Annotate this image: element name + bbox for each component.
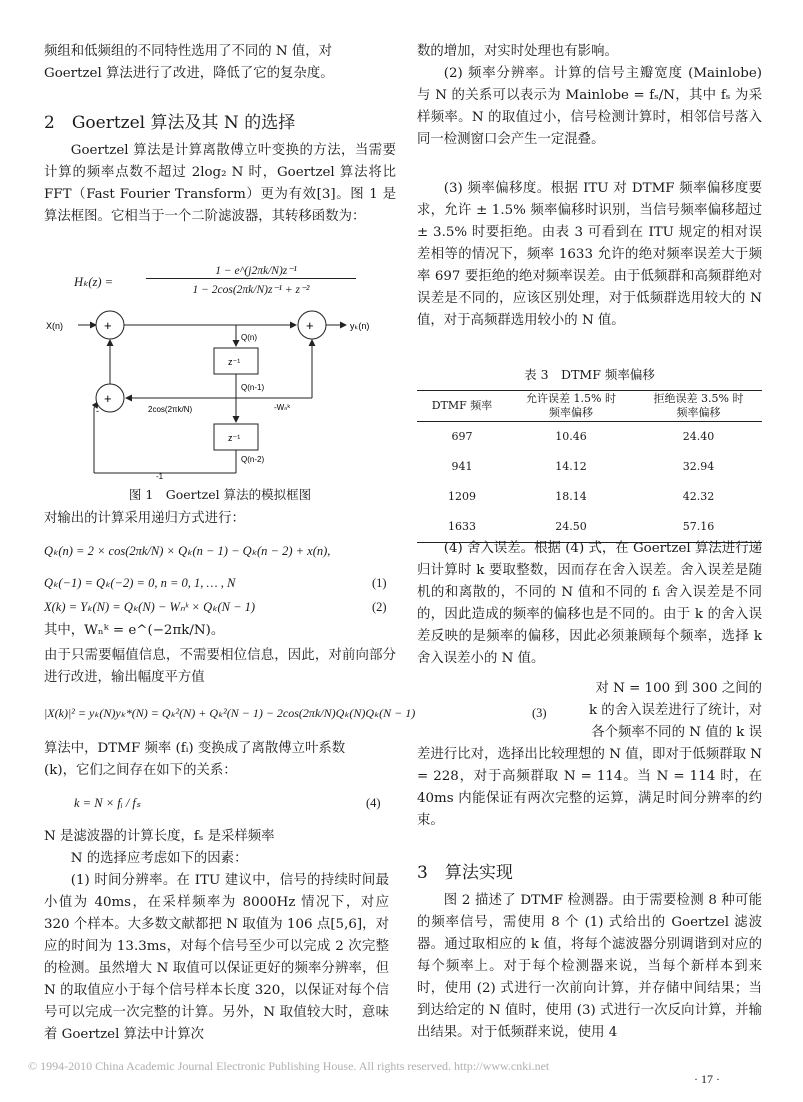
table-cell: 10.46 bbox=[555, 430, 587, 443]
coefficient-label: 2cos(2πk/N) bbox=[148, 405, 193, 414]
transfer-function bbox=[74, 262, 374, 302]
table-cell: 941 bbox=[451, 460, 473, 473]
table-header-cell: 拒绝误差 3.5% 时 频率偏移 bbox=[653, 392, 744, 419]
time-resolution-paragraph: (1) 时间分辨率。在 ITU 建议中，信号的持续时间最小值为 40ms，在采样频率为 8000Hz 情况下，对应 320 个样本。大多数文献都把 N 取值为 106 点[5,6]，对应的时间为 13.3ms，对每个信号至少可以完成 2 次完整的检测。虽然增大 N 取值可以保证更好的频率分辨率，但 N 的取值应小于每个信号样本长度 320，以保证对每个信号可以完成一次完整的计算。另外，N 取值较大时，意味着 Goertzel 算法中计算次 bbox=[44, 873, 389, 1042]
n-range-line-1: 对 N = 100 到 300 之间的 bbox=[595, 681, 762, 696]
tf-lhs: Hₖ(z) = bbox=[74, 275, 114, 289]
table-cell: 32.94 bbox=[682, 460, 715, 473]
copyright-footer: © 1994-2010 China Academic Journal Electronic Publishing House. All rights reserved. http://www.cnki.net bbox=[28, 1059, 550, 1073]
table-3-caption: 表 3 DTMF 频率偏移 bbox=[524, 367, 655, 382]
n-range-paragraph: 差进行比对，选择出比较理想的 N 值，即对于低频群取 N = 228，对于高频群取 N = 114。当 N = 114 时，在 40ms 内能保证有两次完整的运算，满足时间分辨率的约束。 bbox=[417, 747, 762, 828]
intro-line-1: 频组和低频组的不同特性选用了不同的 N 值，对 bbox=[44, 44, 333, 59]
equation-1a: Qₖ(n) = 2 × cos(2πk/N) × Qₖ(n − 1) − Qₖ(n − 2) + x(n), bbox=[44, 544, 331, 558]
table-header-row bbox=[417, 391, 762, 422]
section-2-heading: 2 Goertzel 算法及其 N 的选择 bbox=[44, 113, 296, 133]
magnitude-paragraph: 由于只需要幅值信息，不需要相位信息，因此，对前向部分进行改进，输出幅度平方值 bbox=[44, 648, 396, 685]
equation-4: k = N × fᵢ / fₛ bbox=[74, 796, 141, 810]
frequency-resolution-paragraph: (2) 频率分辨率。计算的信号主瓣宽度 (Mainlobe) 与 N 的关系可以表示为 Mainlobe = fₛ/N，其中 fₛ 为采样频率。N 的取值过小，信号检测计算时，相邻信号落入同一检测窗口会产生一定混叠。 bbox=[417, 66, 762, 147]
dtmf-offset-table bbox=[417, 390, 762, 543]
frequency-offset-paragraph: (3) 频率偏移度。根据 ITU 对 DTMF 频率偏移度要求，允许 ± 1.5% 频率偏移时识别，当信号频率偏移超过 ± 3.5% 时要拒绝。由表 3 可看到在 ITU 规定的相对误差相等的情况下，频率 1633 允许的绝对频率误差大于频率 697 要拒绝的绝对频率误差。由于低频群和高频群绝对误差是不同的，应该区别处理，对于低频群选用较大的 N 值，对于高频群选用较小的 N 值。 bbox=[417, 181, 762, 328]
table-row bbox=[417, 452, 762, 482]
intro-line-2: Goertzel 算法进行了改进，降低了它的复杂度。 bbox=[44, 66, 334, 81]
n-definition: N 是滤波器的计算长度，fₛ 是采样频率 bbox=[44, 829, 275, 844]
minus-one-label: -1 bbox=[156, 472, 164, 480]
continued-line: 数的增加，对实时处理也有影响。 bbox=[417, 44, 618, 59]
q-n-label: Q(n) bbox=[241, 333, 257, 342]
twiddle-label: -Wₙᵏ bbox=[274, 403, 291, 412]
rounding-error-paragraph: (4) 舍入误差。根据 (4) 式，在 Goertzel 算法进行递归计算时 k 要取整数，因而存在舍入误差。舍入误差是随机的和离散的，不同的 N 值和不同的 fᵢ 舍入误差是不同的，因此造成的频率的偏移也是不同的。由于 k 的舍入误差反映的是频率的偏移，因此必须兼顾每个频率，选择 k 舍入误差小的 N 值。 bbox=[417, 541, 762, 666]
q-n-1-label: Q(n-1) bbox=[241, 383, 265, 392]
goertzel-block-diagram bbox=[44, 298, 396, 480]
equation-3: |X(k)|² = yₖ(N)yₖ*(N) = Qₖ²(N) + Qₖ²(N − 1) − 2cos(2πk/N)Qₖ(N)Qₖ(N − 1) bbox=[44, 706, 416, 720]
equation-2-tag: (2) bbox=[372, 600, 387, 614]
tf-denominator: 1 − 2cos(2πk/N)z⁻¹ + z⁻² bbox=[192, 284, 310, 296]
n-range-line-3: 各个频率不同的 N 值的 k 误 bbox=[591, 725, 762, 740]
dtmf-paragraph-line-2: (k)，它们之间存在如下的关系： bbox=[44, 763, 237, 778]
delay-2-label: z⁻¹ bbox=[228, 433, 241, 443]
table-cell: 18.14 bbox=[555, 490, 587, 503]
table-cell: 1633 bbox=[448, 520, 476, 533]
q-n-2-label: Q(n-2) bbox=[241, 455, 265, 464]
equation-1b: Qₖ(−1) = Qₖ(−2) = 0, n = 0, 1, … , N bbox=[44, 576, 236, 590]
figure-1-caption: 图 1 Goertzel 算法的模拟框图 bbox=[128, 487, 312, 502]
delay-1-label: z⁻¹ bbox=[228, 357, 241, 367]
tf-numerator: 1 − e^(j2πk/N)z⁻¹ bbox=[215, 265, 297, 277]
goertzel-paragraph: Goertzel 算法是计算离散傅立叶变换的方法，当需要计算的频率点数不超过 2log₂ N 时，Goertzel 算法将比 FFT（Fast Fourier Transform）更为有效[3]。图 1 是算法框图。它相当于一个二阶滤波器，其转移函数为： bbox=[44, 143, 396, 224]
equation-2: X(k) = Yₖ(N) = Qₖ(N) − Wₙᵏ × Qₖ(N − 1) bbox=[44, 600, 256, 614]
equation-3-tag: (3) bbox=[532, 706, 547, 720]
n-range-line-2: k 的舍入误差进行了统计，对 bbox=[588, 703, 762, 718]
implementation-paragraph: 图 2 描述了 DTMF 检测器。由于需要检测 8 种可能的频率信号，需使用 8 个 (1) 式给出的 Goertzel 滤波器。通过取相应的 k 值，将每个滤波器分别调谐到对应的每个频率上。对于每个检测器来说，当每个新样本到来时，使用 (2) 式进行一次前向计算，并存储中间结果；当到达给定的 N 值时，使用 (3) 式进行一次反向计算，并输出结果。对于低频群来说，使用 4 bbox=[417, 893, 762, 1040]
table-cell: 57.16 bbox=[682, 520, 715, 533]
table-header-cell: DTMF 频率 bbox=[431, 399, 493, 412]
factors-intro: N 的选择应考虑如下的因素： bbox=[70, 851, 248, 866]
recursion-intro: 对输出的计算采用递归方式进行： bbox=[44, 511, 245, 526]
table-cell: 24.40 bbox=[682, 430, 715, 443]
twiddle-definition: 其中，Wₙᵏ = e^(−2πk/N)。 bbox=[44, 623, 225, 638]
adder-1-sign: + bbox=[104, 318, 112, 333]
minus-sign-label: - bbox=[96, 406, 99, 416]
section-3-heading: 3 算法实现 bbox=[417, 863, 513, 883]
adder-3-sign: + bbox=[104, 391, 112, 406]
table-row bbox=[417, 482, 762, 512]
page-number: · 17 · bbox=[694, 1072, 720, 1086]
adder-2-sign: + bbox=[306, 318, 314, 333]
table-cell: 697 bbox=[451, 430, 473, 443]
equation-1-tag: (1) bbox=[372, 576, 387, 590]
equation-4-tag: (4) bbox=[366, 796, 381, 810]
table-cell: 14.12 bbox=[555, 460, 587, 473]
table-header-cell: 允许误差 1.5% 时 频率偏移 bbox=[526, 392, 616, 419]
dtmf-paragraph-line-1: 算法中，DTMF 频率 (fᵢ) 变换成了离散傅立叶系数 bbox=[44, 741, 346, 756]
table-cell: 1209 bbox=[448, 490, 476, 503]
output-label: yₖ(n) bbox=[350, 321, 370, 331]
table-cell: 42.32 bbox=[682, 490, 715, 503]
table-row bbox=[417, 422, 762, 453]
table-cell: 24.50 bbox=[555, 520, 587, 533]
input-label: X(n) bbox=[46, 321, 64, 331]
